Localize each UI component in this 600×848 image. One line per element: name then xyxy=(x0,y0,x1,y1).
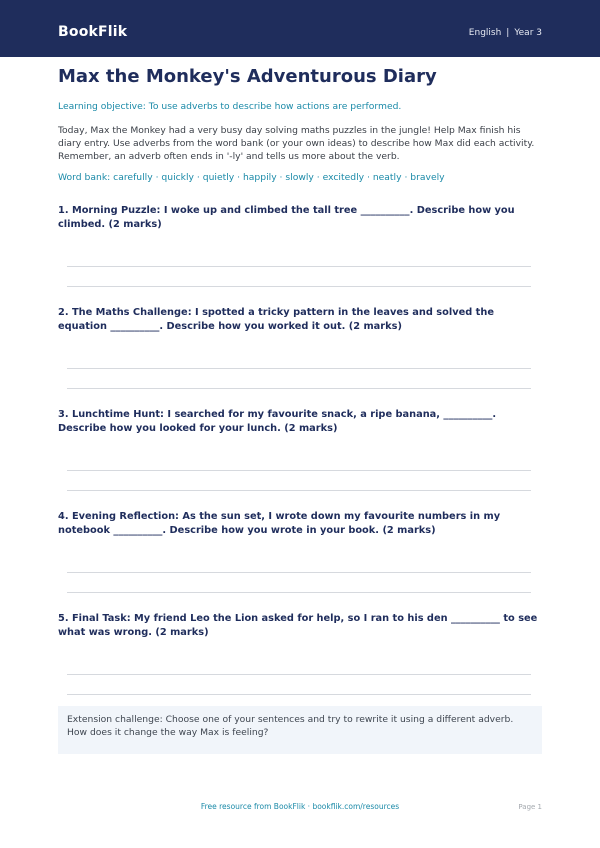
header-meta xyxy=(469,28,542,38)
page-number: Page 1 xyxy=(518,803,542,811)
answer-line-4b[interactable] xyxy=(67,592,531,593)
year-label: Year 3 xyxy=(514,28,542,38)
answer-line-1a[interactable] xyxy=(67,266,531,267)
word-bank: Word bank: carefully · quickly · quietly · happily · slowly · excitedly · neatly · bravely xyxy=(58,172,445,183)
question-3: 3. Lunchtime Hunt: I searched for my favourite snack, a ripe banana, __________. Describe how you looked for your lunch. (2 marks) xyxy=(58,409,497,434)
answer-line-3a[interactable] xyxy=(67,470,531,471)
brand-logo: BookFlik xyxy=(58,24,128,40)
footer-source: Free resource from BookFlik · bookflik.com/resources xyxy=(200,802,400,811)
answer-line-5a[interactable] xyxy=(67,674,531,675)
answer-line-4a[interactable] xyxy=(67,572,531,573)
page-header xyxy=(0,0,600,57)
page-title: Max the Monkey's Adventurous Diary xyxy=(58,66,437,87)
learning-objective: Learning objective: To use adverbs to describe how actions are performed. xyxy=(58,101,402,112)
meta-separator: | xyxy=(506,28,510,38)
intro-text: Today, Max the Monkey had a very busy day solving maths puzzles in the jungle! Help Max finish his diary entry. Use adverbs from the word bank (or your own ideas) to describe how Max did each activity. Remember, an adverb often ends in '-ly' and tells us more about the verb. xyxy=(58,125,535,162)
question-4: 4. Evening Reflection: As the sun set, I wrote down my favourite numbers in my notebook __________. Describe how you wrote in your book. (2 marks) xyxy=(58,511,501,536)
question-2: 2. The Maths Challenge: I spotted a tricky pattern in the leaves and solved the equation __________. Describe how you worked it out. (2 marks) xyxy=(58,307,494,332)
question-5: 5. Final Task: My friend Leo the Lion asked for help, so I ran to his den __________ to see what was wrong. (2 marks) xyxy=(58,613,538,638)
question-1: 1. Morning Puzzle: I woke up and climbed the tall tree __________. Describe how you climbed. (2 marks) xyxy=(58,205,515,230)
answer-line-1b[interactable] xyxy=(67,286,531,287)
subject-label: English xyxy=(468,28,502,38)
answer-line-2a[interactable] xyxy=(67,368,531,369)
answer-line-3b[interactable] xyxy=(67,490,531,491)
answer-line-5b[interactable] xyxy=(67,694,531,695)
extension-challenge: Extension challenge: Choose one of your sentences and try to rewrite it using a different adverb. How does it change the way Max is feeling? xyxy=(58,706,542,754)
answer-line-2b[interactable] xyxy=(67,388,531,389)
